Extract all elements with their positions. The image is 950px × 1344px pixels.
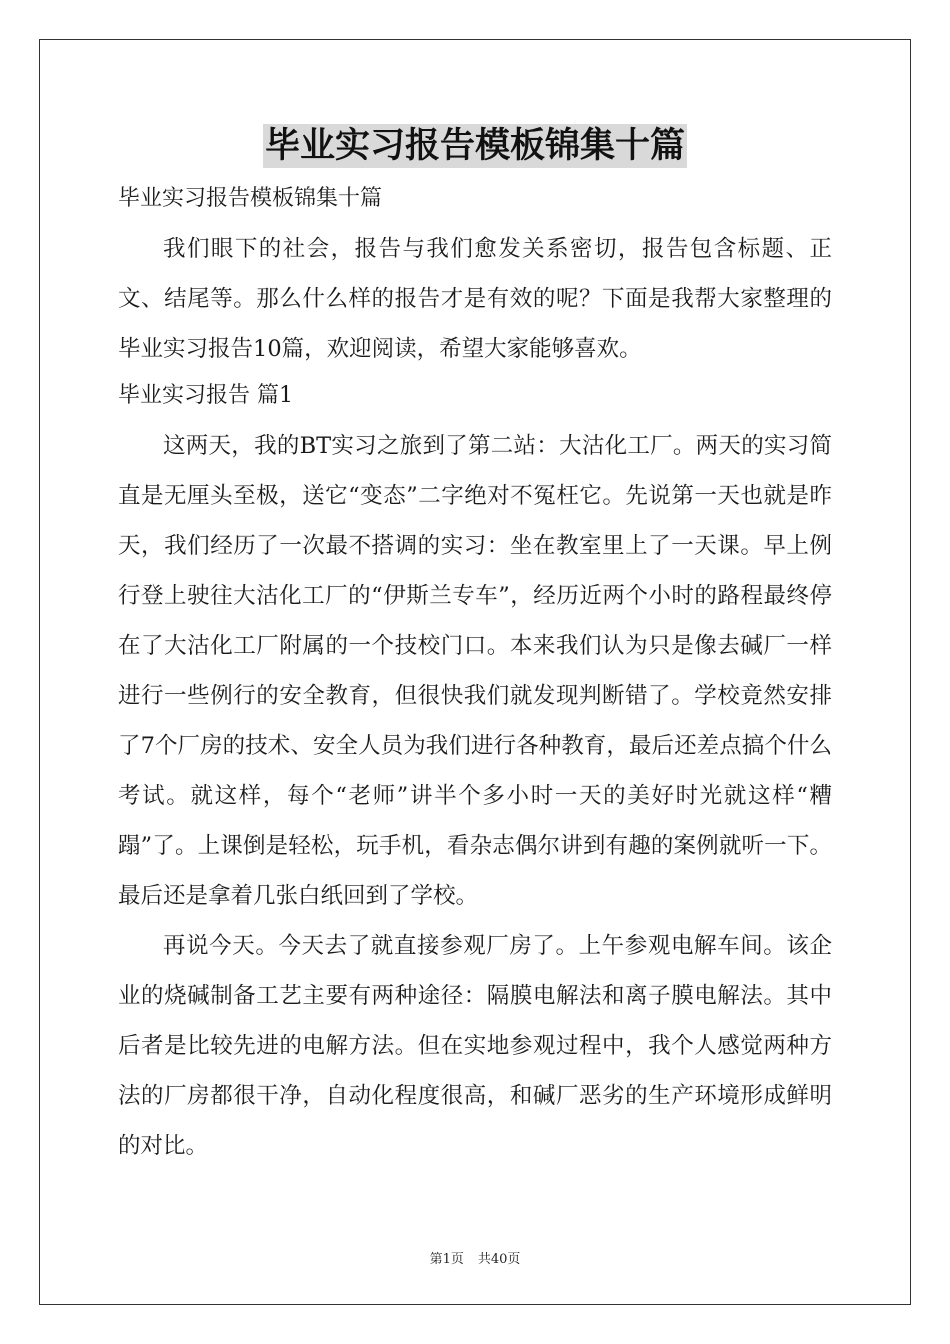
title-container — [0, 124, 950, 168]
page-total: 共40页 — [477, 1252, 521, 1267]
page-footer — [0, 1248, 950, 1267]
intro-paragraph: 我们眼下的社会，报告与我们愈发关系密切，报告包含标题、正文、结尾等。那么什么样的报告才是有效的呢？下面是我帮大家整理的毕业实习报告10篇，欢迎阅读，希望大家能够喜欢。 — [118, 236, 832, 362]
document-subtitle: 毕业实习报告模板锦集十篇 — [118, 186, 383, 211]
document-title: 毕业实习报告模板锦集十篇 — [264, 125, 685, 166]
section-heading: 毕业实习报告 篇1 — [118, 383, 293, 408]
body-paragraph-1: 这两天，我的BT实习之旅到了第二站：大沽化工厂。两天的实习简直是无厘头至极，送它“变态”二字绝对不冤枉它。先说第一天也就是昨天，我们经历了一次最不搭调的实习：坐在教室里上了一天课。早上例行登上驶往大沽化工厂的“伊斯兰专车”，经历近两个小时的路程最终停在了大沽化工厂附属的一个技校门口。本来我们认为只是像去碱厂一样进行一些例行的安全教育，但很快我们就发现判断错了。学校竟然安排了7个厂房的技术、安全人员为我们进行各种教育，最后还差点搞个什么考试。就这样，每个“老师”讲半个多小时一天的美好时光就这样“糟蹋”了。上课倒是轻松，玩手机，看杂志偶尔讲到有趣的案例就听一下。最后还是拿着几张白纸回到了学校。 — [118, 433, 832, 909]
page-number: 第1页 — [429, 1252, 464, 1267]
document-body — [118, 181, 832, 1171]
body-paragraph-2: 再说今天。今天去了就直接参观厂房了。上午参观电解车间。该企业的烧碱制备工艺主要有两种途径：隔膜电解法和离子膜电解法。其中后者是比较先进的电解方法。但在实地参观过程中，我个人感觉两种方法的厂房都很干净，自动化程度很高，和碱厂恶劣的生产环境形成鲜明的对比。 — [118, 933, 832, 1159]
